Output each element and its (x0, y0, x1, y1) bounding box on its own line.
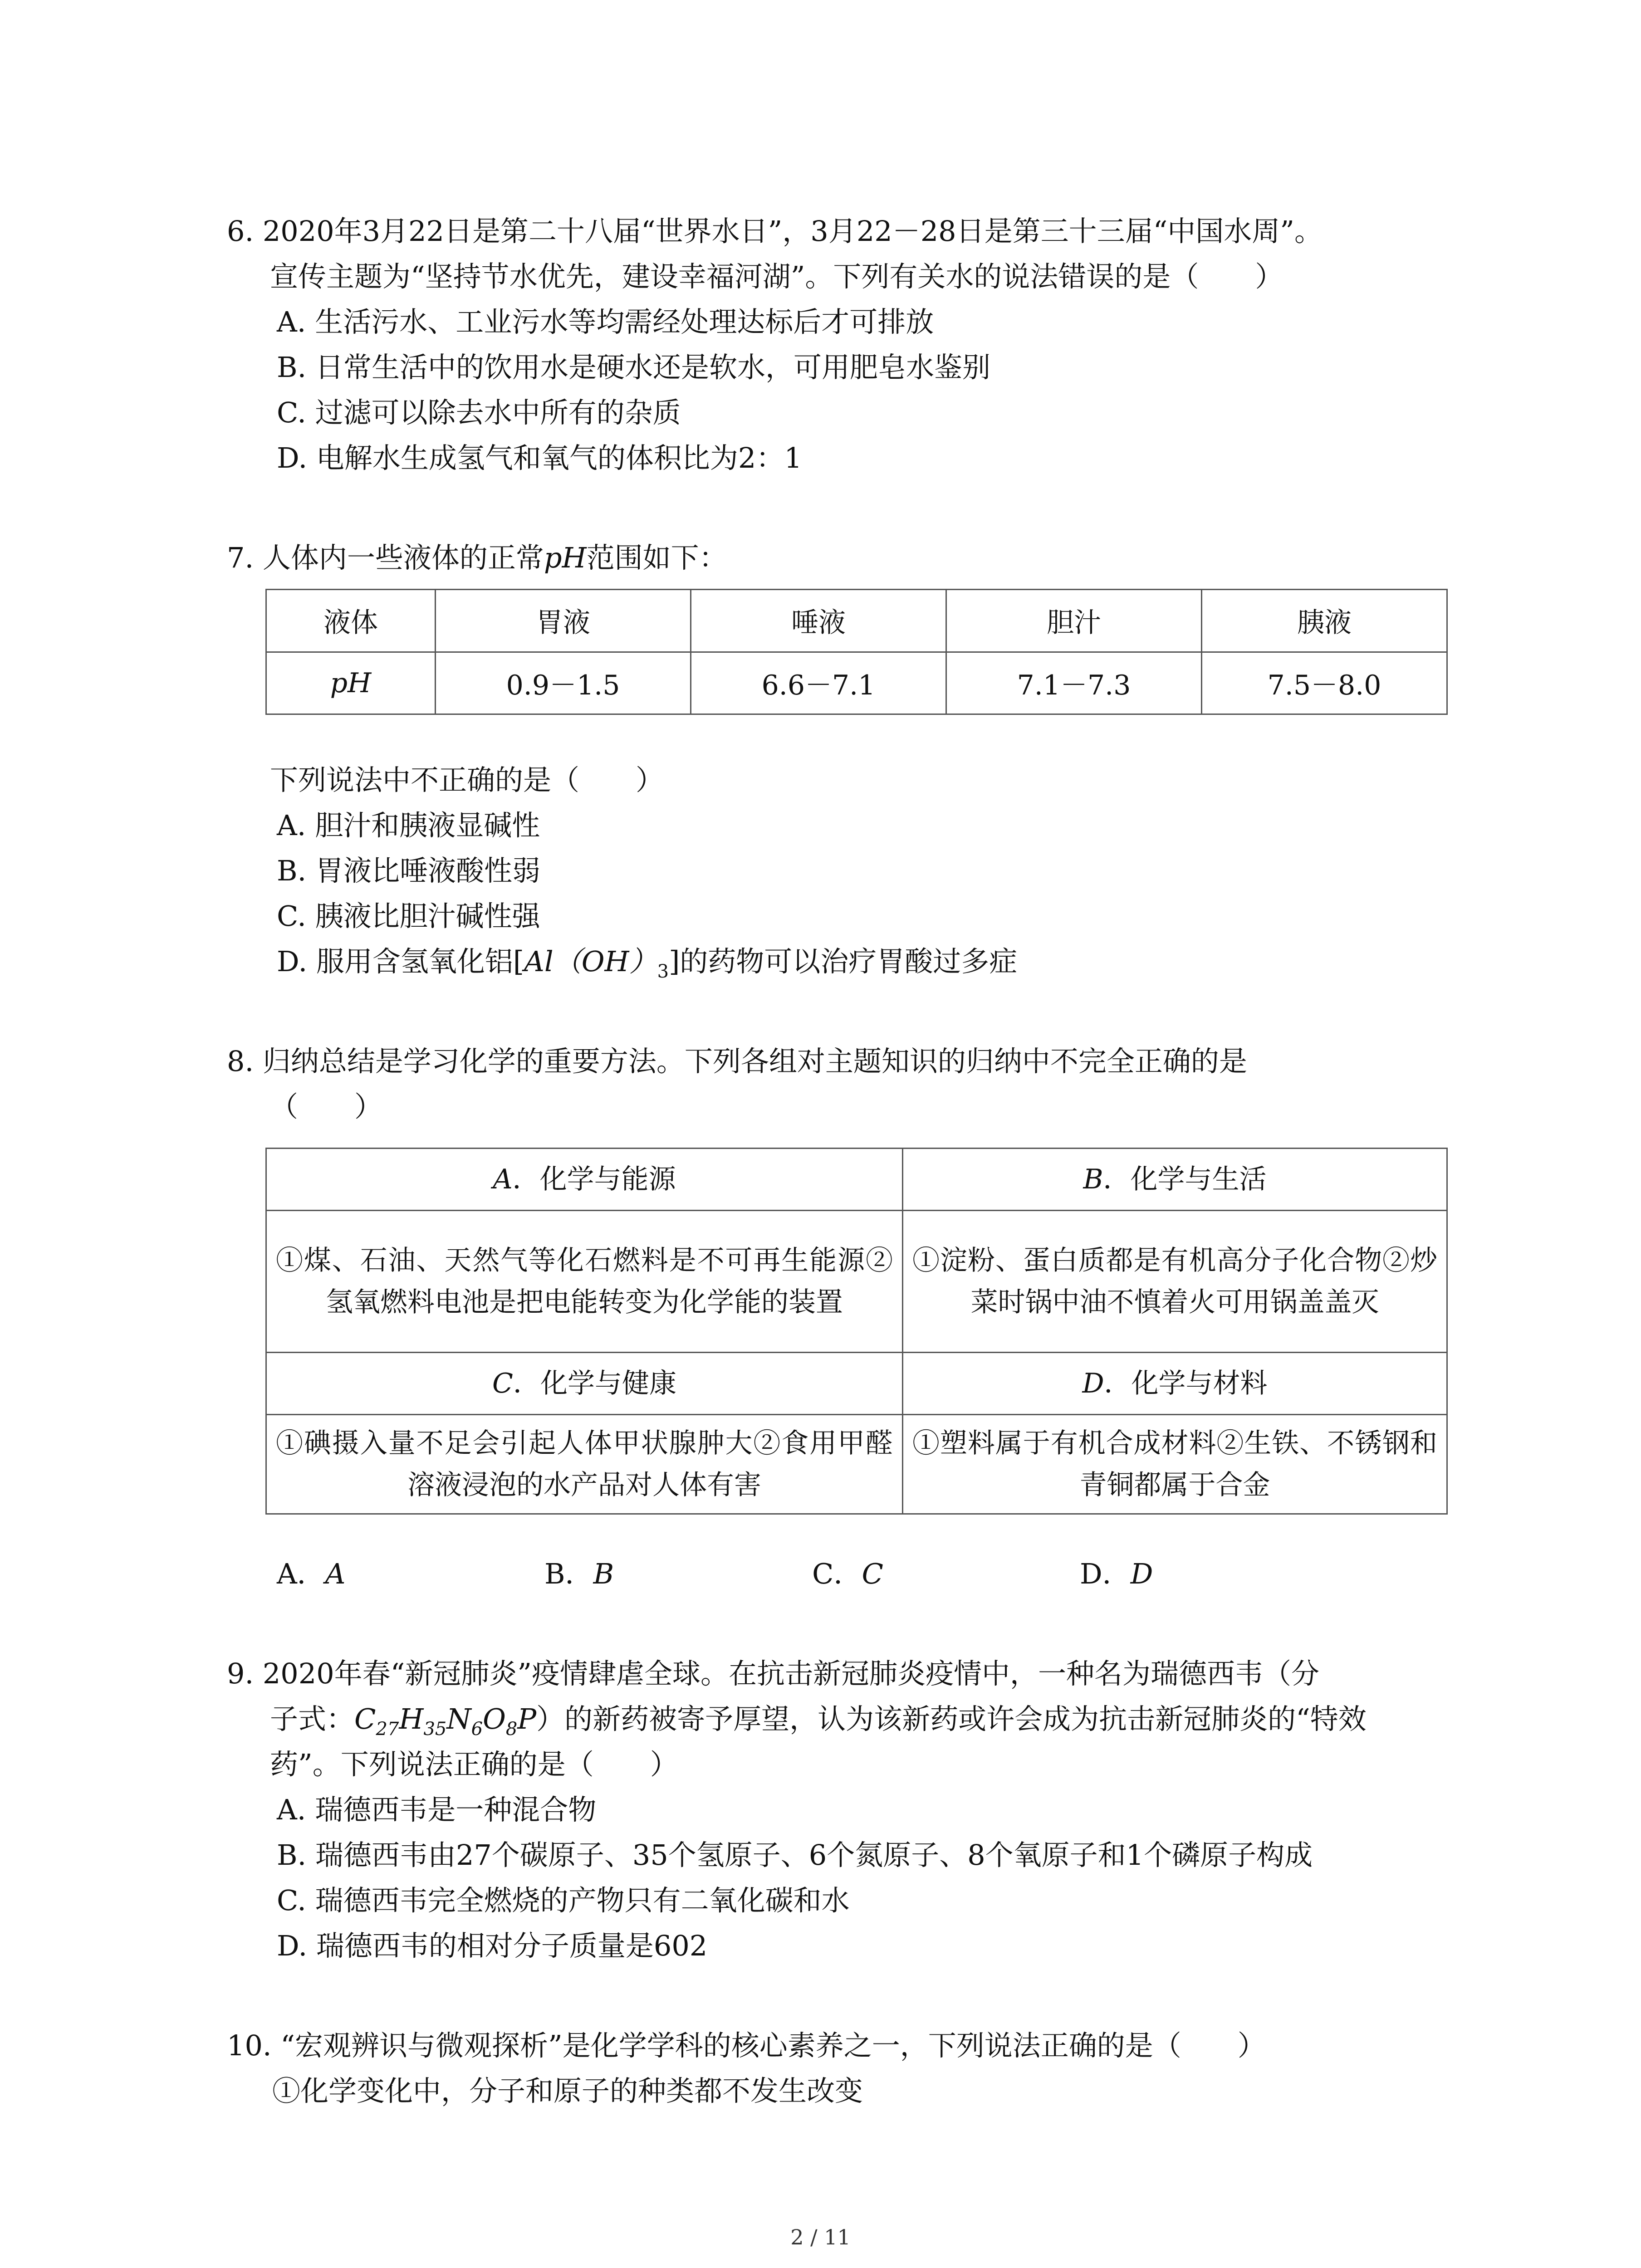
q9-stem-line3: 药”。下列说法正确的是（ ） (270, 1748, 678, 1781)
q7-stem (227, 540, 727, 576)
q8-choice-c (812, 1556, 883, 1592)
q9-stem-line2 (270, 1701, 1367, 1747)
cell-letter: A (493, 1163, 513, 1195)
table-cell: 7.1－7.3 (946, 652, 1202, 714)
q8-stem-line1: 8. 归纳总结是学习化学的重要方法。下列各组对主题知识的归纳中不完全正确的是 (227, 1045, 1247, 1078)
choice-value: B (593, 1557, 614, 1590)
q9-option-a: A. 瑞德西韦是一种混合物 (277, 1793, 597, 1826)
q7-option-d-subscript: 3 (657, 961, 669, 982)
q7-stem-prefix: 7. 人体内一些液体的正常 (227, 541, 544, 574)
choice-label: D． (1080, 1557, 1131, 1590)
q6-option-b: B. 日常生活中的饮用水是硬水还是软水，可用肥皂水鉴别 (277, 351, 990, 384)
q9-line2-prefix: 子式： (270, 1702, 355, 1735)
table-cell: 唾液 (691, 590, 946, 652)
formula-subscript: 27 (376, 1719, 399, 1740)
table-cell-a-header (266, 1149, 903, 1211)
q9-stem-line1: 9. 2020年春“新冠肺炎”疫情肆虐全球。在抗击新冠肺炎疫情中，一种名为瑞德西韦（分 (227, 1657, 1320, 1690)
cell-letter: B (1083, 1163, 1103, 1195)
table-row (266, 1415, 1447, 1514)
formula-element: O (483, 1702, 506, 1735)
table-row (266, 1211, 1447, 1353)
cell-title: ．化学与材料 (1104, 1368, 1268, 1399)
cell-title: ．化学与能源 (512, 1163, 676, 1195)
table-cell-b-header (903, 1149, 1447, 1211)
q7-option-d-suffix: ]的药物可以治疗胃酸过多症 (669, 945, 1018, 978)
cell-title: ．化学与健康 (513, 1368, 676, 1399)
choice-value: A (325, 1557, 346, 1590)
q6-stem-line2: 宣传主题为“坚持节水优先，建设幸福河湖”。下列有关水的说法错误的是（ ） (270, 260, 1283, 293)
q6-stem-line1: 6. 2020年3月22日是第二十八届“世界水日”，3月22－28日是第三十三届“中国水周”。 (227, 215, 1323, 248)
choice-value: D (1130, 1557, 1153, 1590)
q9-option-b: B. 瑞德西韦由27个碳原子、35个氢原子、6个氮原子、8个氧原子和1个磷原子构成 (277, 1838, 1313, 1872)
q10-stem: 10. “宏观辨识与微观探析”是化学学科的核心素养之一，下列说法正确的是（ ） (227, 2029, 1266, 2062)
q7-question: 下列说法中不正确的是（ ） (270, 763, 664, 797)
choice-value: C (862, 1557, 883, 1590)
q9-line2-suffix: ）的新药被寄予厚望，认为该新药或许会成为抗击新冠肺炎的“特效 (536, 1702, 1367, 1735)
table-cell-c-body: ①碘摄入量不足会引起人体甲状腺肿大②食用甲醛溶液浸泡的水产品对人体有害 (266, 1415, 903, 1514)
formula-element: C (354, 1702, 376, 1735)
table-cell: 胰液 (1202, 590, 1447, 652)
q7-option-b: B. 胃液比唾液酸性弱 (277, 854, 540, 887)
formula-element: P (517, 1702, 537, 1735)
table-row (266, 652, 1447, 714)
q8-choice-d (1080, 1556, 1153, 1592)
q8-choice-b (544, 1556, 614, 1592)
formula-subscript: 8 (505, 1719, 518, 1740)
q7-stem-suffix: 范围如下： (586, 541, 727, 574)
table-cell: 6.6－7.1 (691, 652, 946, 714)
table-cell: 液体 (266, 590, 436, 652)
table-cell: 胃液 (436, 590, 691, 652)
cell-title: ．化学与生活 (1103, 1163, 1267, 1195)
table-row (266, 1149, 1447, 1211)
q7-option-d (277, 943, 1017, 990)
q9-option-d: D. 瑞德西韦的相对分子质量是602 (277, 1929, 708, 1962)
table-cell-d-header (903, 1353, 1447, 1415)
choice-label: B． (544, 1557, 593, 1590)
q7-option-c: C. 胰液比胆汁碱性强 (277, 899, 540, 933)
table-row (266, 1353, 1447, 1415)
table-cell: 胆汁 (946, 590, 1202, 652)
table-cell-c-header (266, 1353, 903, 1415)
summary-table (265, 1148, 1448, 1515)
formula-subscript: 6 (471, 1719, 483, 1740)
q7-option-a: A. 胆汁和胰液显碱性 (277, 809, 540, 842)
q6-option-c: C. 过滤可以除去水中所有的杂质 (277, 396, 681, 429)
q9-option-c: C. 瑞德西韦完全燃烧的产物只有二氧化碳和水 (277, 1884, 850, 1917)
table-cell: 0.9－1.5 (436, 652, 691, 714)
table-row (266, 590, 1447, 652)
formula-element: H (399, 1702, 424, 1735)
q7-option-d-formula: Al（OH） (524, 945, 657, 978)
cell-letter: D (1082, 1368, 1104, 1399)
q6-option-a: A. 生活污水、工业污水等均需经处理达标后才可排放 (277, 305, 934, 338)
q7-option-d-prefix: D. 服用含氢氧化铝[ (277, 945, 524, 978)
cell-letter: C (492, 1368, 513, 1399)
remdesivir-formula (354, 1702, 537, 1740)
formula-element: N (446, 1702, 471, 1735)
ph-table (265, 589, 1448, 715)
table-cell-b-body: ①淀粉、蛋白质都是有机高分子化合物②炒菜时锅中油不慎着火可用锅盖盖灭 (903, 1211, 1447, 1353)
q8-choice-a (277, 1556, 346, 1592)
choice-label: A． (277, 1557, 325, 1590)
q6-option-d: D. 电解水生成氢气和氧气的体积比为2：1 (277, 441, 802, 474)
table-cell: 7.5－8.0 (1202, 652, 1447, 714)
table-cell: pH (266, 652, 436, 714)
table-cell-d-body: ①塑料属于有机合成材料②生铁、不锈钢和青铜都属于合金 (903, 1415, 1447, 1514)
q7-stem-ph: pH (544, 541, 587, 574)
choice-label: C． (812, 1557, 862, 1590)
q8-stem-line2: （ ） (270, 1090, 383, 1123)
formula-subscript: 35 (423, 1719, 447, 1740)
q10-statement-1: ①化学变化中，分子和原子的种类都不发生改变 (272, 2074, 863, 2107)
table-cell-a-body: ①煤、石油、天然气等化石燃料是不可再生能源②氢氧燃料电池是把电能转变为化学能的装置 (266, 1211, 903, 1353)
page-number: 2 / 11 (790, 2225, 851, 2249)
